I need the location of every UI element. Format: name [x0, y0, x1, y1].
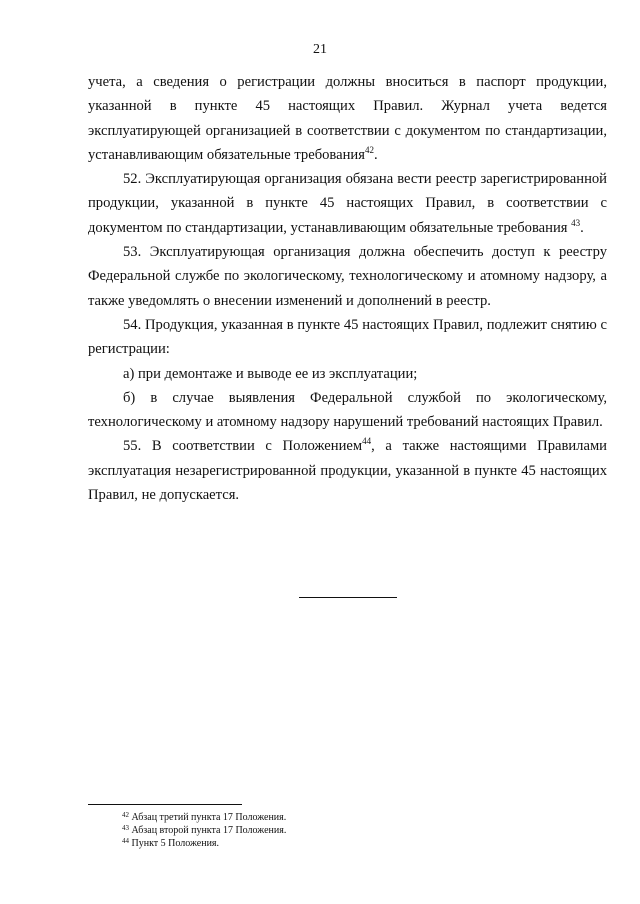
footnote-separator	[88, 804, 242, 805]
paragraph-tail: , а также настоящими Правилами эксплуатация незарегистрированной продукции, указанной в пункте 45 настоящих Правил, не допускается.	[88, 438, 607, 504]
footnote-text: Абзац второй пункта 17 Положения.	[129, 825, 287, 836]
paragraph-clause-52	[88, 167, 607, 240]
paragraph-text: 55. В соответствии с Положением	[123, 438, 363, 455]
paragraph-subclause-a	[88, 362, 607, 386]
page-number: 21	[313, 42, 327, 57]
footnote-number: 42	[122, 811, 129, 819]
paragraph-clause-53	[88, 240, 607, 313]
footnote-item	[122, 811, 602, 824]
paragraph-text: учета, а сведения о регистрации должны вноситься в паспорт продукции, указанной в пункте 45 настоящих Правил. Журнал учета ведется эксплуатирующей организацией в соответствии с документом по стандартизации, устанавливающим обязательные требования	[88, 74, 607, 163]
section-end-divider	[299, 597, 397, 598]
footnote-number: 44	[122, 837, 129, 845]
paragraph-continuation	[88, 70, 607, 167]
footnote-text: Абзац третий пункта 17 Положения.	[129, 812, 287, 823]
footnote-item	[122, 837, 602, 850]
footnote-item	[122, 824, 602, 837]
paragraph-text: 53. Эксплуатирующая организация должна обеспечить доступ к реестру Федеральной службе по экологическому, технологическому и атомному надзору, а также уведомлять о внесении изменений и дополнений в реестр.	[88, 244, 607, 309]
paragraph-text: а) при демонтаже и выводе ее из эксплуатации;	[123, 365, 418, 382]
footnote-text: Пункт 5 Положения.	[129, 838, 220, 849]
footnotes	[122, 811, 602, 850]
paragraph-text: 54. Продукция, указанная в пункте 45 настоящих Правил, подлежит снятию с регистрации:	[88, 316, 607, 358]
paragraph-clause-54	[88, 313, 607, 362]
document-body	[88, 70, 607, 507]
footnote-reference: 42	[364, 144, 374, 155]
paragraph-subclause-b	[88, 386, 607, 435]
paragraph-clause-55	[88, 434, 607, 507]
paragraph-text: 52. Эксплуатирующая организация обязана вести реестр зарегистрированной продукции, указанной в пункте 45 настоящих Правил, в соответствии с документом по стандартизации, устанавливающим обязательные требования	[88, 171, 607, 236]
paragraph-tail: .	[373, 146, 378, 163]
paragraph-tail: .	[580, 219, 584, 236]
footnote-reference: 43	[571, 217, 581, 228]
paragraph-text: б) в случае выявления Федеральной службой по экологическому, технологическому и атомному надзору нарушений требований настоящих Правил.	[88, 389, 607, 431]
footnote-number: 43	[122, 824, 129, 832]
footnote-reference: 44	[362, 436, 372, 447]
